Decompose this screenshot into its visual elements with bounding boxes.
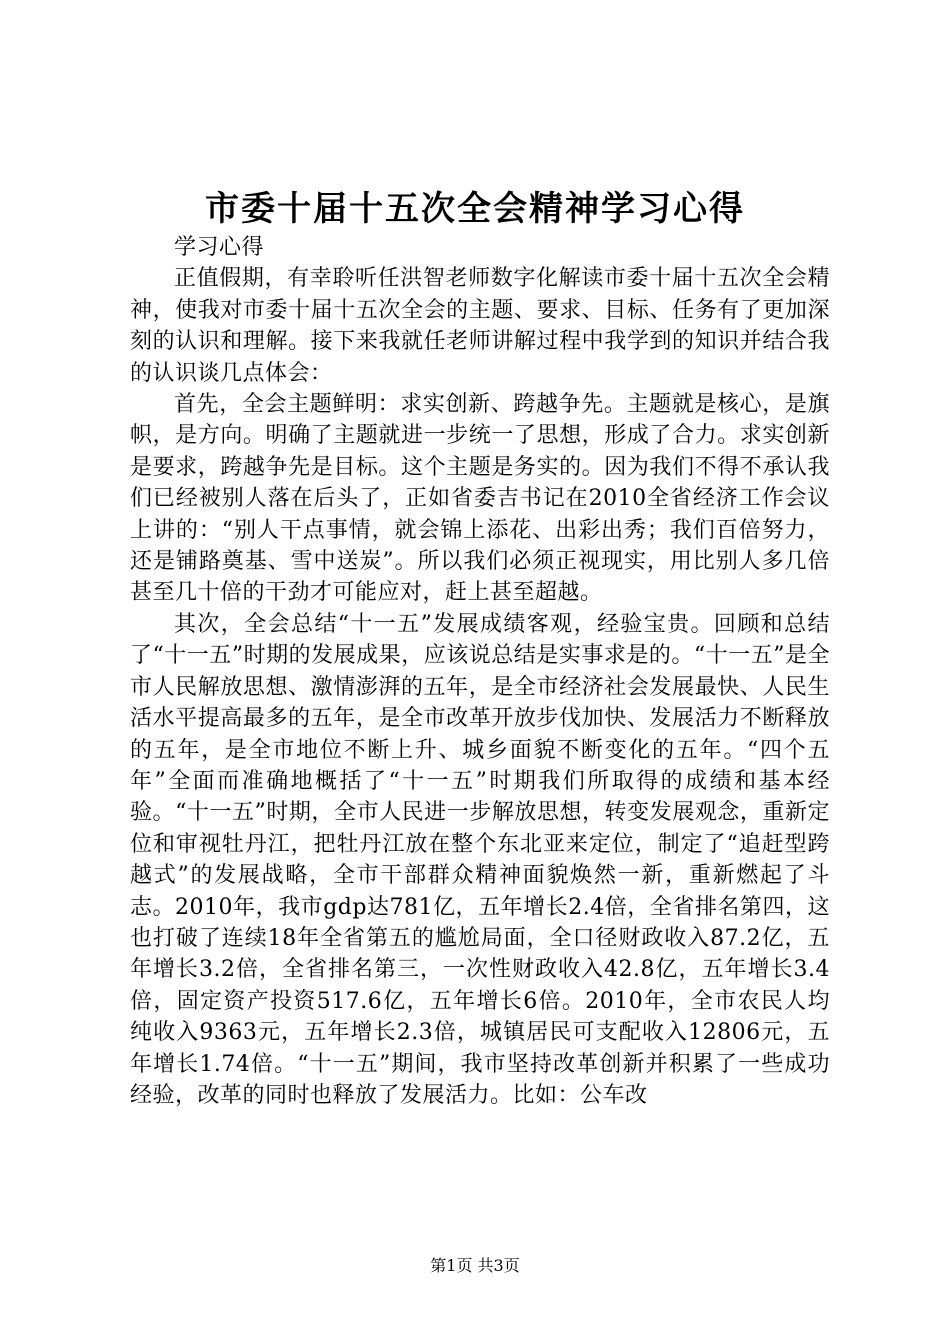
document-title: 市委十届十五次全会精神学习心得 (205, 189, 745, 229)
paragraph-intro: 正值假期，有幸聆听任洪智老师数字化解读市委十届十五次全会精神，使我对市委十届十五次全会的主题、要求、目标、任务有了更加深刻的认识和理解。接下来我就任老师讲解过程中我学到的知识并结合我的认识谈几点体会： (130, 266, 830, 386)
paragraph-subtitle: 学习心得 (174, 235, 265, 260)
paragraph-second-point: 其次，全会总结“十一五”发展成绩客观，经验宝贵。回顾和总结了“十一五”时期的发展成果，应该说总结是实事求是的。“十一五”是全市人民解放思想、激情澎湃的五年，是全市经济社会发展最快、人民生活水平提高最多的五年，是全市改革开放步伐加快、发展活力不断释放的五年，是全市地位不断上升、城乡面貌不断变化的五年。“四个五年”全面而准确地概括了“十一五”时期我们所取得的成绩和基本经验。“十一五”时期，全市人民进一步解放思想，转变发展观念，重新定位和审视牡丹江，把牡丹江放在整个东北亚来定位，制定了“追赶型跨越式”的发展战略，全市干部群众精神面貌焕然一新，重新燃起了斗志。2010年，我市gdp达781亿，五年增长2.4倍，全省排名第四，这也打破了连续18年全省第五的尴尬局面，全口径财政收入87.2亿，五年增长3.2倍，全省排名第三，一次性财政收入42.8亿，五年增长3.4倍，固定资产投资517.6亿，五年增长6倍。2010年，全市农民人均纯收入9363元，五年增长2.3倍，城镇居民可支配收入12806元，五年增长1.74倍。“十一五”期间，我市坚持改革创新并积累了一些成功经验，改革的同时也释放了发展活力。比如：公车改 (130, 611, 830, 1108)
paragraph-first-point: 首先，全会主题鲜明：求实创新、跨越争先。主题就是核心，是旗帜，是方向。明确了主题就进一步统一了思想，形成了合力。求实创新是要求，跨越争先是目标。这个主题是务实的。因为我们不得不承认我们已经被别人落在后头了，正如省委吉书记在2010全省经济工作会议上讲的：“别人干点事情，就会锦上添花、出彩出秀；我们百倍努力，还是铺路奠基、雪中送炭”。所以我们必须正视现实，用比别人多几倍甚至几十倍的干劲才可能应对，赶上甚至超越。 (130, 392, 830, 606)
page-number-footer: 第1页 共3页 (430, 1256, 520, 1275)
document-body (130, 232, 830, 1111)
